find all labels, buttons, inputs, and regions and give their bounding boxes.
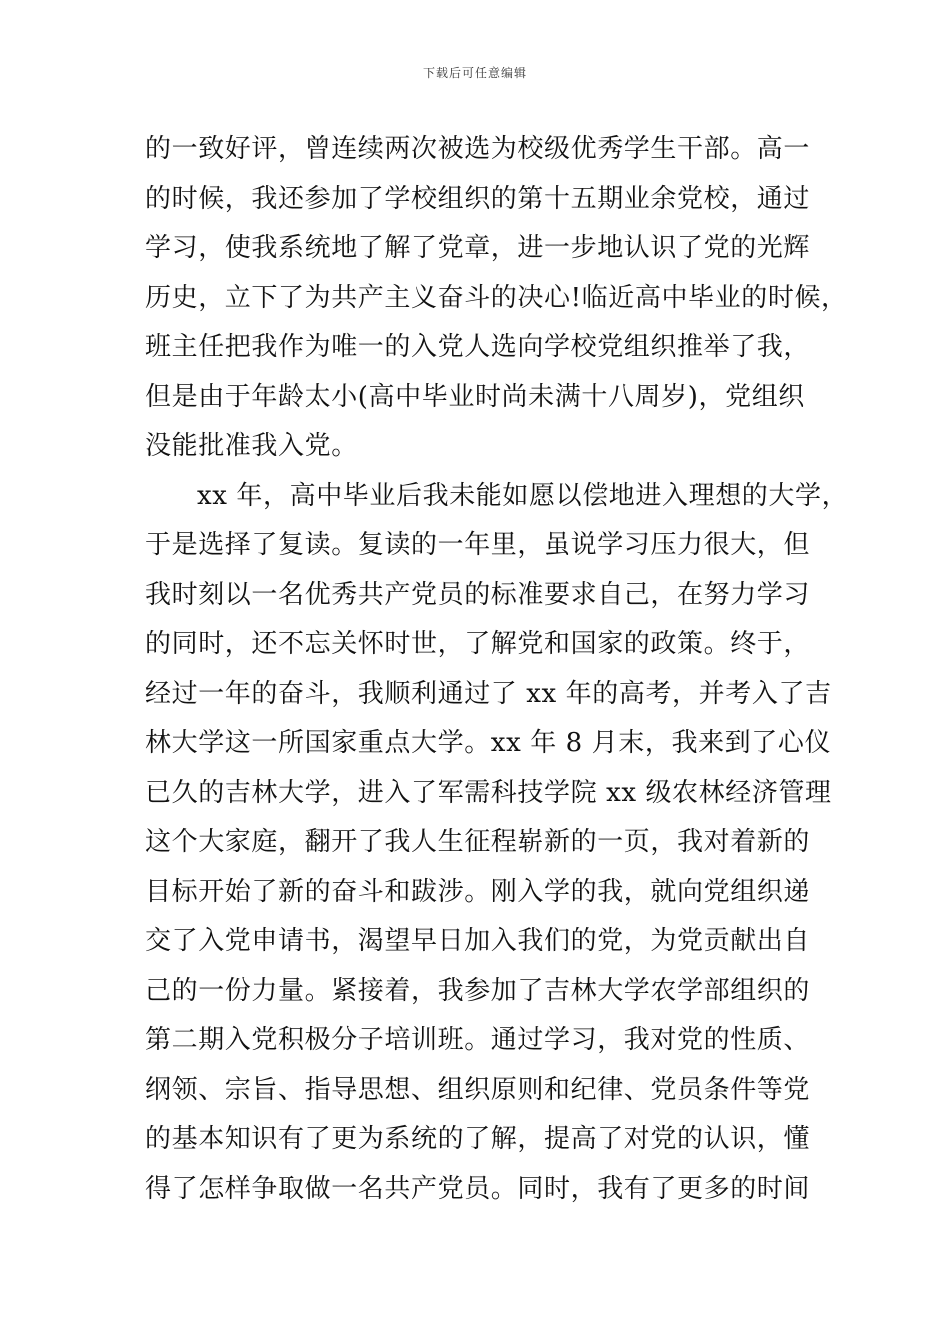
text-line: 经过一年的奋斗，我顺利通过了 xx 年的高考，并考入了吉 [145, 678, 832, 709]
text-line: 于是选择了复读。复读的一年里，虽说学习压力很大，但 [145, 530, 811, 560]
text-line: 纲领、宗旨、指导思想、组织原则和纪律、党员条件等党 [145, 1074, 811, 1105]
text-line: 这个大家庭，翻开了我人生征程崭新的一页，我对着新的 [145, 827, 811, 857]
paragraph [145, 125, 848, 472]
paragraph [145, 472, 849, 1264]
text-line: 历史，立下了为共产主义奋斗的决心!临近高中毕业的时候， [145, 282, 848, 313]
text-line: 的基本知识有了更为系统的了解，提高了对党的认识，懂 [145, 1124, 811, 1154]
text-line: 我时刻以一名优秀共产党员的标准要求自己，在努力学习 [145, 579, 811, 610]
text-line: 但是由于年龄太小(高中毕业时尚未满十八周岁)，党组织 [145, 381, 805, 412]
text-line: 第二期入党积极分子培训班。通过学习，我对党的性质、 [145, 1025, 811, 1055]
text-line: 的时候，我还参加了学校组织的第十五期业余党校，通过 [145, 183, 811, 214]
text-line: 已久的吉林大学，进入了军需科技学院 xx 级农林经济管理 [145, 777, 832, 808]
text-line: 的一致好评，曾连续两次被选为校级优秀学生干部。高一 [145, 134, 811, 164]
text-line: 的同时，还不忘关怀时世，了解党和国家的政策。终于， [145, 629, 811, 659]
text-line [145, 1214, 835, 1264]
text-line: 得了怎样争取做一名共产党员。同时，我有了更多的时间 [145, 1173, 811, 1204]
text-line: 班主任把我作为唯一的入党人选向学校党组织推举了我， [145, 332, 811, 362]
text-line: 交了入党申请书，渴望早日加入我们的党，为党贡献出自 [145, 926, 811, 956]
document-body [145, 125, 849, 1264]
text-line: 学习，使我系统地了解了党章，进一步地认识了党的光辉 [145, 233, 811, 263]
text-line: 己的一份力量。紧接着，我参加了吉林大学农学部组织的 [145, 975, 811, 1006]
text-line: 林大学这一所国家重点大学。xx 年 8 月末，我来到了心仪 [145, 728, 832, 758]
header-note: 下载后可任意编辑 [422, 66, 527, 80]
text-line: 目标开始了新的奋斗和跋涉。刚入学的我，就向党组织递 [145, 876, 811, 907]
text-line: 没能批准我入党。 [145, 431, 358, 461]
text-line: xx 年，高中毕业后我未能如愿以偿地进入理想的大学， [197, 480, 849, 511]
